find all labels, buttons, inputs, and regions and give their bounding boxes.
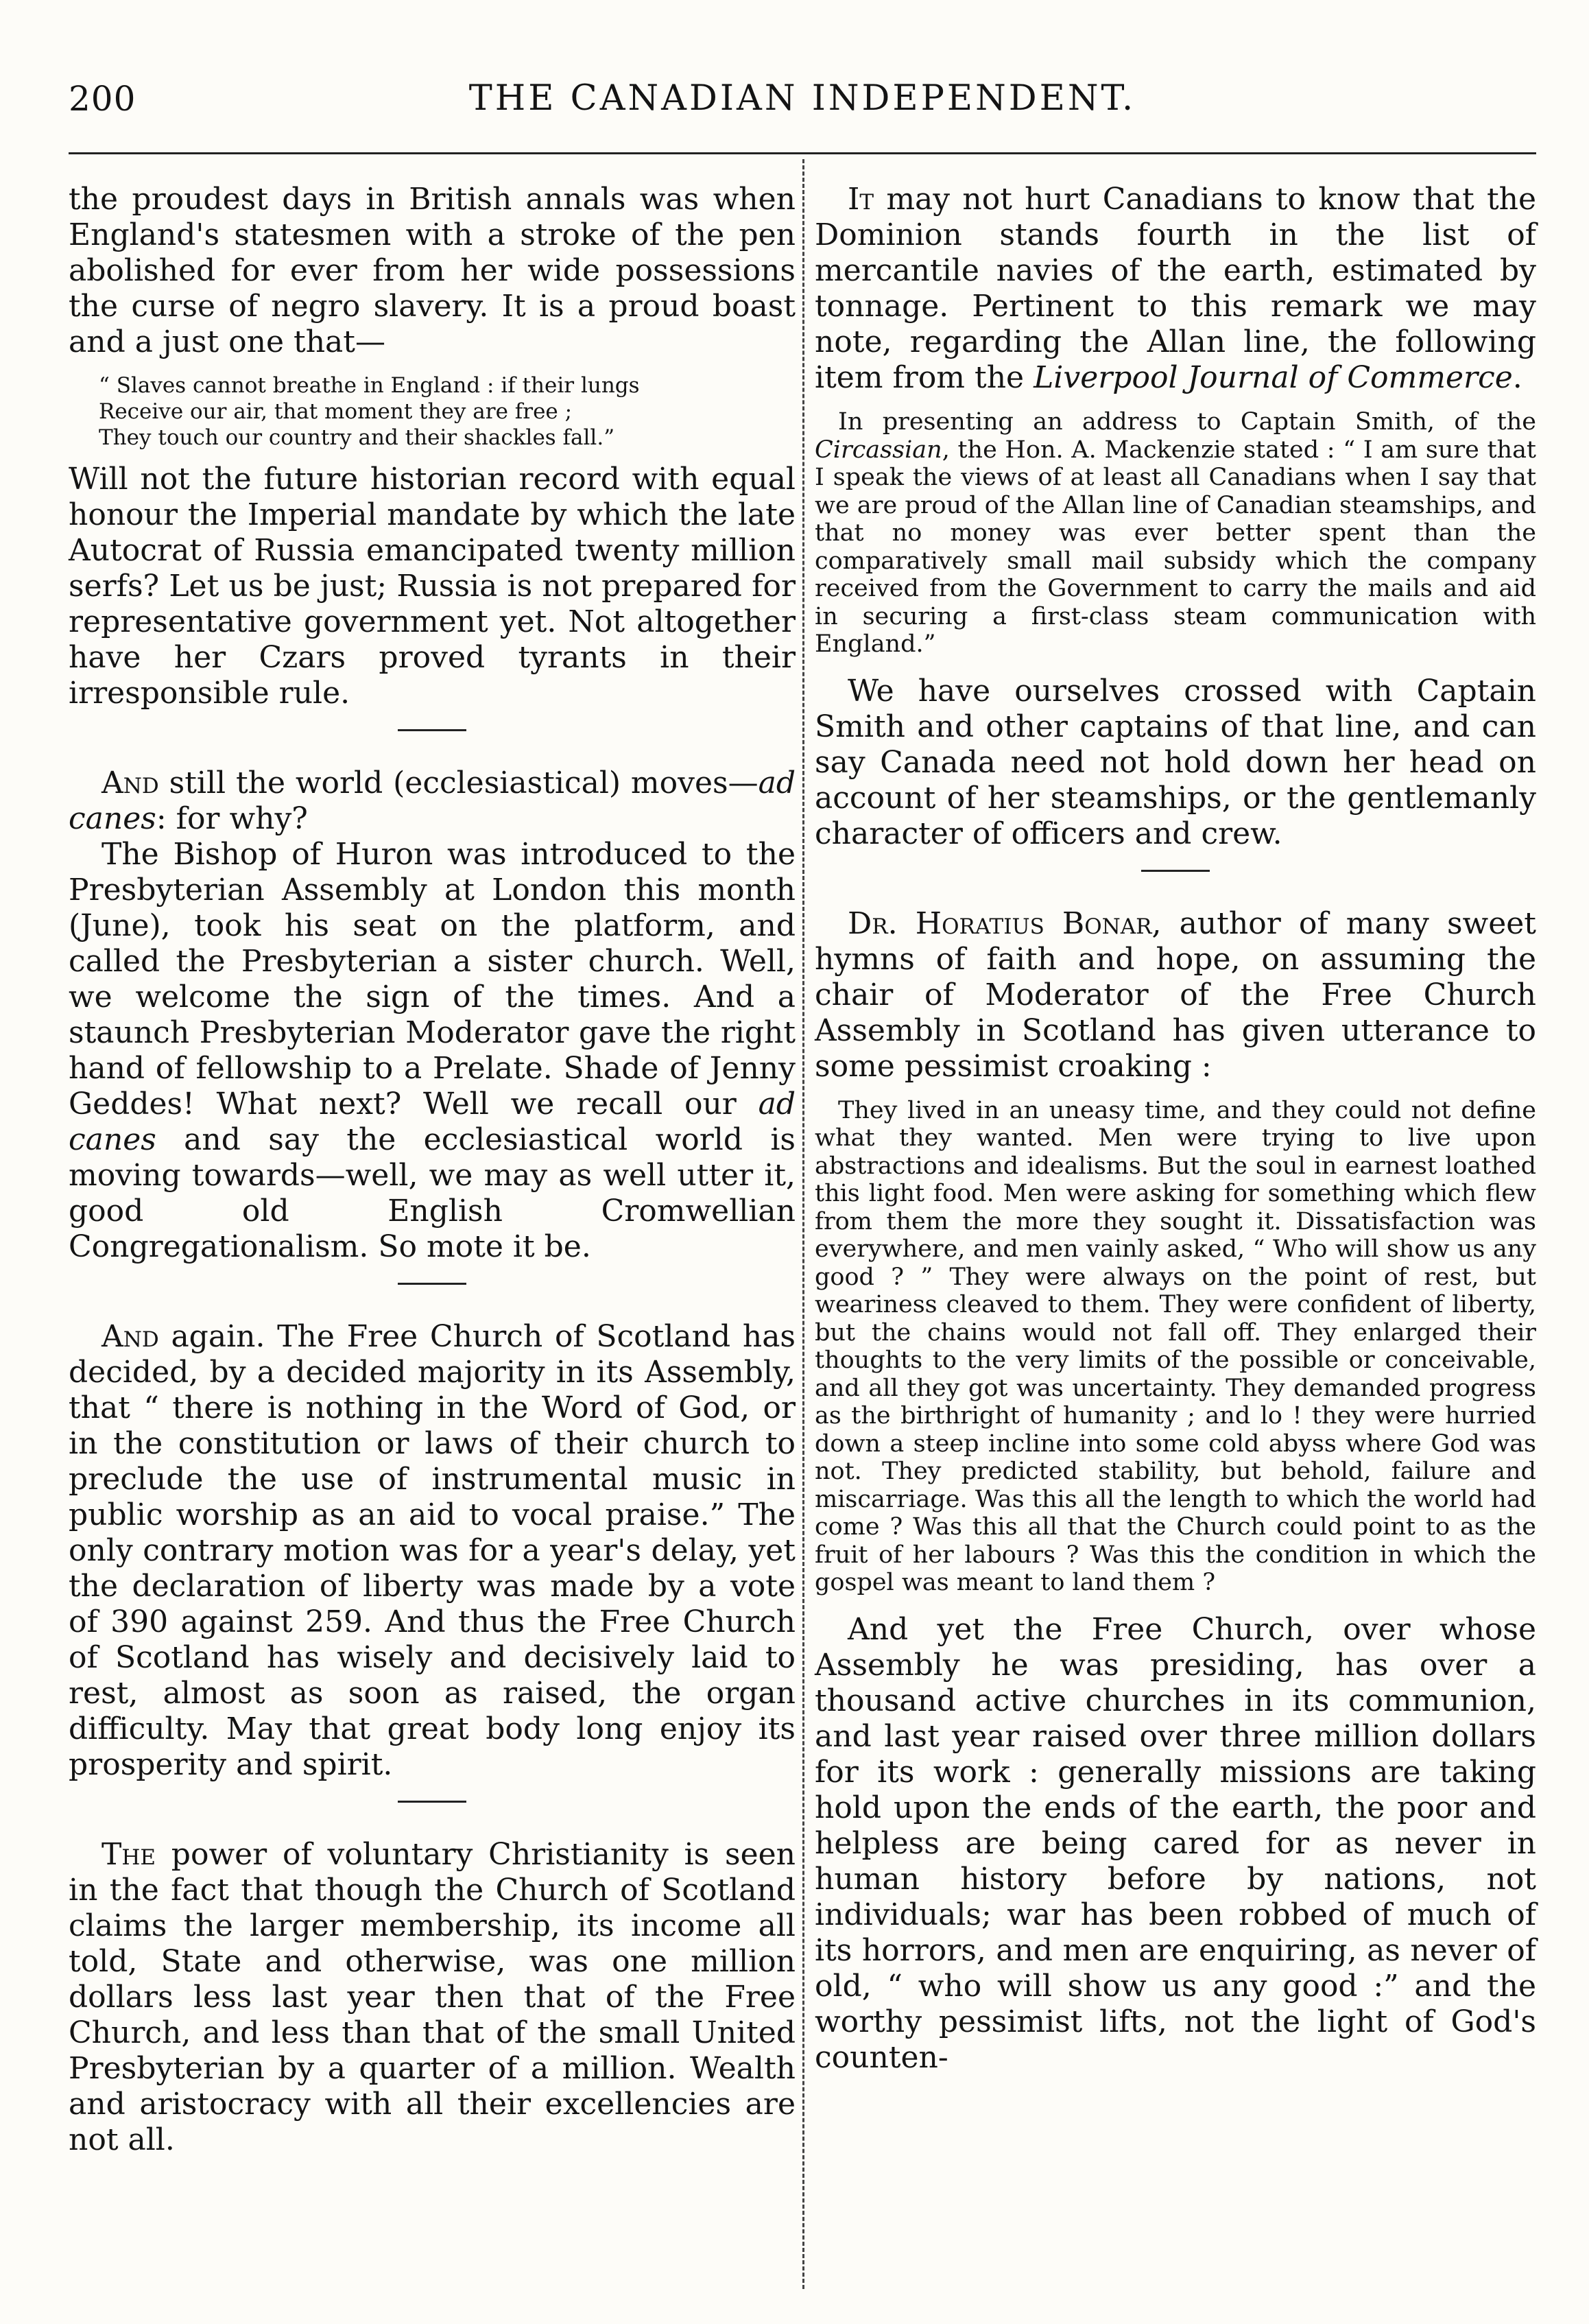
verse-quote xyxy=(99,372,796,451)
paragraph-bishop-huron xyxy=(69,837,796,1265)
paragraph-world-moves xyxy=(69,766,796,837)
italic-run: Circassian xyxy=(815,436,942,464)
text-run: still the world (ecclesiastical) moves— xyxy=(158,766,758,801)
paragraph-captain-smith: We have ourselves crossed with Captain Smith and other captains of that line, and can say Canada need not hold down her head on account of her steamships, or the gentlemanly character of officers and crew. xyxy=(815,673,1536,851)
italic-run: ad canes xyxy=(69,1087,796,1157)
text-run: and say the ecclesiastical world is moving towards—well, we may as well utter it, good old English Cromwellian Congregationalism. So mote it be. xyxy=(69,1122,796,1264)
paragraph-bonar xyxy=(815,906,1536,1084)
page-header xyxy=(69,77,1536,132)
paragraph-voluntary-christianity xyxy=(69,1837,796,2158)
section-separator xyxy=(398,729,466,731)
text-run: : for why? xyxy=(156,801,308,836)
lead-word: It xyxy=(848,182,874,217)
italic-run: Liverpool Journal of Commerce xyxy=(1034,360,1513,395)
right-column xyxy=(815,182,1536,2076)
paragraph-free-church-music xyxy=(69,1319,796,1783)
text-run: , the Hon. A. Mackenzie stated : “ I am sure that I speak the views of at least all Canadians when I say that we are proud of the Allan line of Canadian steamships, and that no money was ever better spent than the comparatively small mail subsidy which the company received from the Government to carry the mails and aid in securing a first-class steam communication with England.” xyxy=(815,436,1536,658)
header-rule xyxy=(69,152,1536,154)
lead-word: The xyxy=(101,1837,156,1872)
text-run: author of many sweet hymns of faith and hope, on assuming the chair of Moderator of the Free Church Assembly in Scotland has given utterance to some pessimist croaking : xyxy=(815,905,1536,1084)
text-run: power of voluntary Christianity is seen in the fact that though the Church of Scotland claims the larger membership, its income all told, State and otherwise, was one million dollars less last year then that of the Free Church, and less than that of the small United Presbyterian by a quarter of a million. Wealth and aristocracy with all their excellencies are not all. xyxy=(69,1837,796,2157)
paragraph-slavery: the proudest days in British annals was when England's statesmen with a stroke of the pen abolished for ever from her wide possessions the curse of negro slavery. It is a proud boast and a just one that— xyxy=(69,182,796,359)
verse-line: Receive our air, that moment they are free ; xyxy=(99,399,573,424)
paragraph-free-church-reply: And yet the Free Church, over whose Assembly he was presiding, has over a thousand active churches in its communion, and last year raised over three million dollars for its work : generally missions are taking hold upon the ends of the earth, the poor and helpless are being cared for as never in human history before by nations, not individuals; war has been robbed of much of its horrors, and men are enquiring, as never of old, “ who will show us any good :” and the worthy pessimist lifts, not the light of God's counten- xyxy=(815,1611,1536,2075)
lead-word: And xyxy=(101,766,159,801)
verse-line: They touch our country and their shackles fall.” xyxy=(99,425,615,450)
section-separator xyxy=(1141,870,1210,872)
quote-bonar: They lived in an uneasy time, and they could not define what they wanted. Men were trying to live upon abstractions and idealisms. But the soul in earnest loathed this light food. Men were asking for something which flew from them the more they sought it. Dissatisfaction was everywhere, and men vainly asked, “ Who will show us any good ? ” They were always on the point of rest, but weariness cleaved to them. They were confident of liberty, but the chains would not fall off. They enlarged their thoughts to the very limits of the possible or conceivable, and all they got was uncertainty. They demanded progress as the birthright of humanity ; and lo ! they were hurried down a steep incline into some cold abyss where God was not. They predicted stability, but behold, failure and miscarriage. Was this all the length to which the world had come ? Was this all that the Church could point to as the fruit of her labours ? Was this the condition in which the gospel was meant to land them ? xyxy=(815,1096,1536,1596)
text-run: In presenting an address to Captain Smith, of the xyxy=(838,408,1536,436)
quote-mackenzie xyxy=(815,408,1536,659)
italic-run: ad canes xyxy=(69,766,796,836)
lead-word: Dr. Horatius Bonar, xyxy=(848,905,1162,941)
page-number: 200 xyxy=(69,79,136,119)
section-separator xyxy=(398,1283,466,1285)
left-column xyxy=(69,182,796,2158)
column-divider xyxy=(802,159,804,2289)
section-separator xyxy=(398,1801,466,1803)
running-title: THE CANADIAN INDEPENDENT. xyxy=(468,78,1136,119)
text-run: may not hurt Canadians to know that the Dominion stands fourth in the list of mercantile navies of the earth, estimated by tonnage. Pertinent to this remark we may note, regarding the Allan line, the following item from the xyxy=(815,182,1536,395)
lead-word: And xyxy=(101,1319,159,1354)
text-run: . xyxy=(1512,360,1522,395)
text-run: The Bishop of Huron was introduced to the Presbyterian Assembly at London this month (June), took his seat on the platform, and called the Presbyterian a sister church. Well, we welcome the sign of the times. And a staunch Presbyterian Moderator gave the right hand of fellowship to a Prelate. Shade of Jenny Geddes! What next? Well we recall our xyxy=(69,837,796,1122)
paragraph-russia: Will not the future historian record with equal honour the Imperial mandate by which the late Autocrat of Russia emancipated twenty million serfs? Let us be just; Russia is not prepared for representative government yet. Not altogether have her Czars proved tyrants in their irresponsible rule. xyxy=(69,462,796,711)
verse-line: “ Slaves cannot breathe in England : if their lungs xyxy=(99,373,640,398)
paragraph-mercantile-navies xyxy=(815,182,1536,396)
text-run: again. The Free Church of Scotland has decided, by a decided majority in its Assembly, that “ there is nothing in the Word of God, or in the constitution or laws of their church to preclude the use of instrumental music in public worship as an aid to vocal praise.” The only contrary motion was for a year's delay, yet the declaration of liberty was made by a vote of 390 against 259. And thus the Free Church of Scotland has wisely and decisively laid to rest, almost as soon as raised, the organ difficulty. May that great body long enjoy its prosperity and spirit. xyxy=(69,1319,796,1782)
